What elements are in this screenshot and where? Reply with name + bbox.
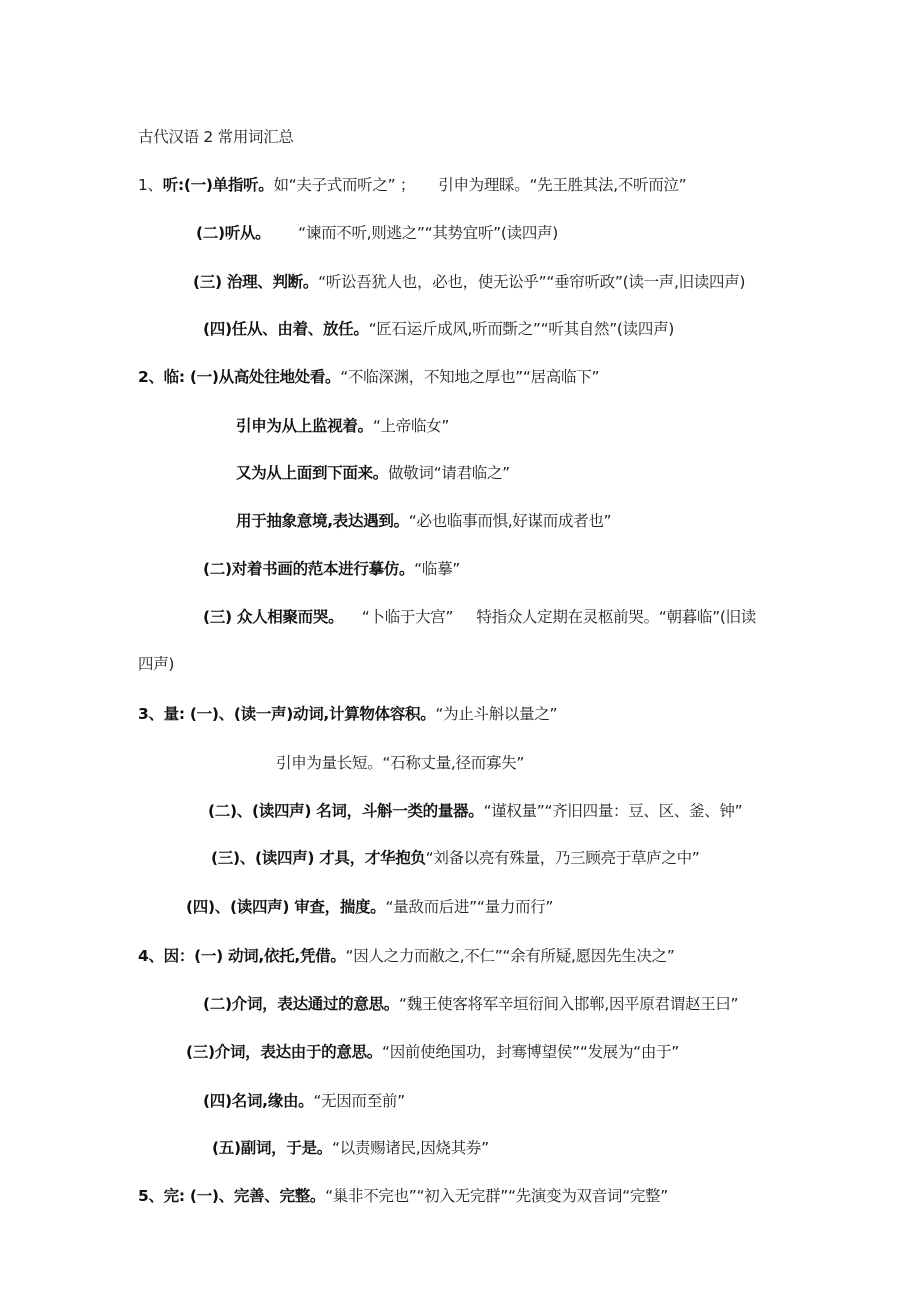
definition-example: “不临深渊，不知地之厚也”“居高临下” bbox=[340, 368, 600, 386]
definition-example: “上帝临女” bbox=[372, 417, 450, 435]
document-line bbox=[236, 511, 611, 531]
document-title: 古代汉语 2 常用词汇总 bbox=[138, 128, 294, 146]
definition-example: 1、 bbox=[138, 176, 163, 194]
document-line bbox=[138, 367, 599, 387]
definition-example: “刘备以亮有殊量，乃三顾亮于草庐之中” bbox=[425, 849, 700, 867]
definition-example: “量敌而后进”“量力而行” bbox=[385, 898, 554, 916]
document-line bbox=[186, 1042, 679, 1062]
document-line bbox=[138, 704, 557, 724]
definition-heading: (四)任从、由着、放任。 bbox=[203, 320, 369, 338]
document-line bbox=[203, 994, 738, 1014]
definition-heading: (三) 治理、判断。 bbox=[193, 273, 319, 291]
document-line bbox=[276, 753, 524, 773]
document-line bbox=[212, 1138, 489, 1158]
definition-example: 做敬词“请君临之” bbox=[388, 464, 510, 482]
definition-example: “必也临事而惧,好谋而成者也” bbox=[408, 512, 612, 530]
definition-heading: 2、临: (一)从高处往地处看。 bbox=[138, 368, 341, 386]
definition-example: “为止斗斛以量之” bbox=[435, 705, 558, 723]
document-line bbox=[138, 1186, 668, 1206]
definition-example: 如“夫子式而听之” ； 引申为理睬。“先王胜其法,不听而泣” bbox=[273, 176, 687, 194]
definition-heading: 用于抽象意境,表达遇到。 bbox=[236, 512, 409, 530]
document-line bbox=[138, 946, 675, 966]
document-line bbox=[236, 416, 449, 436]
document-line bbox=[186, 897, 553, 917]
document-line bbox=[203, 1091, 405, 1111]
document-line bbox=[208, 801, 742, 821]
definition-heading: (三)、(读四声) 才具，才华抱负 bbox=[211, 849, 426, 867]
definition-example: “卜临于大宫” 特指众人定期在灵柩前哭。“朝暮临”(旧读 bbox=[343, 608, 756, 626]
definition-heading: 又为从上面到下面来。 bbox=[236, 464, 389, 482]
document-line bbox=[138, 654, 174, 674]
document-line bbox=[196, 223, 558, 243]
definition-heading: (四)、(读四声) 审查，揣度。 bbox=[186, 898, 386, 916]
definition-heading: (三) 众人相聚而哭。 bbox=[203, 608, 344, 626]
document-line bbox=[203, 607, 756, 627]
definition-heading: (二)、(读四声) 名词，斗斛一类的量器。 bbox=[208, 802, 484, 820]
definition-heading: 4、因：(一) 动词,依托,凭借。 bbox=[138, 947, 346, 965]
document-line bbox=[211, 848, 700, 868]
document-line bbox=[203, 319, 674, 339]
definition-example: “谨权量”“齐旧四量：豆、区、釜、钟” bbox=[483, 802, 743, 820]
definition-heading: 引申为从上监视着。 bbox=[236, 417, 373, 435]
definition-heading: (二)听从。 bbox=[196, 224, 271, 242]
definition-heading: 听:(一)单指听。 bbox=[162, 176, 274, 194]
definition-example: “临摹” bbox=[414, 560, 461, 578]
definition-heading: (五)副词，于是。 bbox=[212, 1139, 332, 1157]
definition-heading: (二)介词，表达通过的意思。 bbox=[203, 995, 399, 1013]
definition-example: “魏王使客将军辛垣衍间入邯郸,因平原君谓赵王曰” bbox=[398, 995, 739, 1013]
definition-heading: (二)对着书画的范本进行摹仿。 bbox=[203, 560, 415, 578]
definition-example: “巢非不完也”“初入无完群”“先演变为双音词“完整” bbox=[325, 1187, 668, 1205]
definition-example: 引申为量长短。“石称丈量,径而寡失” bbox=[276, 754, 525, 772]
document-line bbox=[236, 463, 510, 483]
definition-heading: 5、完: (一)、完善、完整。 bbox=[138, 1187, 326, 1205]
document-line bbox=[193, 272, 745, 292]
definition-example: “以责赐诸民,因烧其券” bbox=[331, 1139, 489, 1157]
definition-example: “匠石运斤成风,听而斲之”“听其自然”(读四声) bbox=[368, 320, 675, 338]
definition-heading: (四)名词,缘由。 bbox=[203, 1092, 314, 1110]
definition-heading: (三)介词，表达由于的意思。 bbox=[186, 1043, 382, 1061]
definition-heading: 3、量: (一)、(读一声)动词,计算物体容积。 bbox=[138, 705, 436, 723]
document-line bbox=[138, 175, 686, 195]
definition-example: “谏而不听,则逃之”“其势宜听”(读四声) bbox=[270, 224, 558, 242]
definition-example: “听讼吾犹人也，必也，使无讼乎”“垂帘听政”(读一声,旧读四声) bbox=[318, 273, 746, 291]
definition-example: 四声) bbox=[138, 655, 175, 673]
definition-example: “因前使绝国功，封骞博望侯”“发展为“由于” bbox=[381, 1043, 680, 1061]
document-line bbox=[203, 559, 460, 579]
definition-example: “因人之力而敝之,不仁”“余有所疑,愿因先生决之” bbox=[345, 947, 675, 965]
definition-example: “无因而至前” bbox=[313, 1092, 405, 1110]
